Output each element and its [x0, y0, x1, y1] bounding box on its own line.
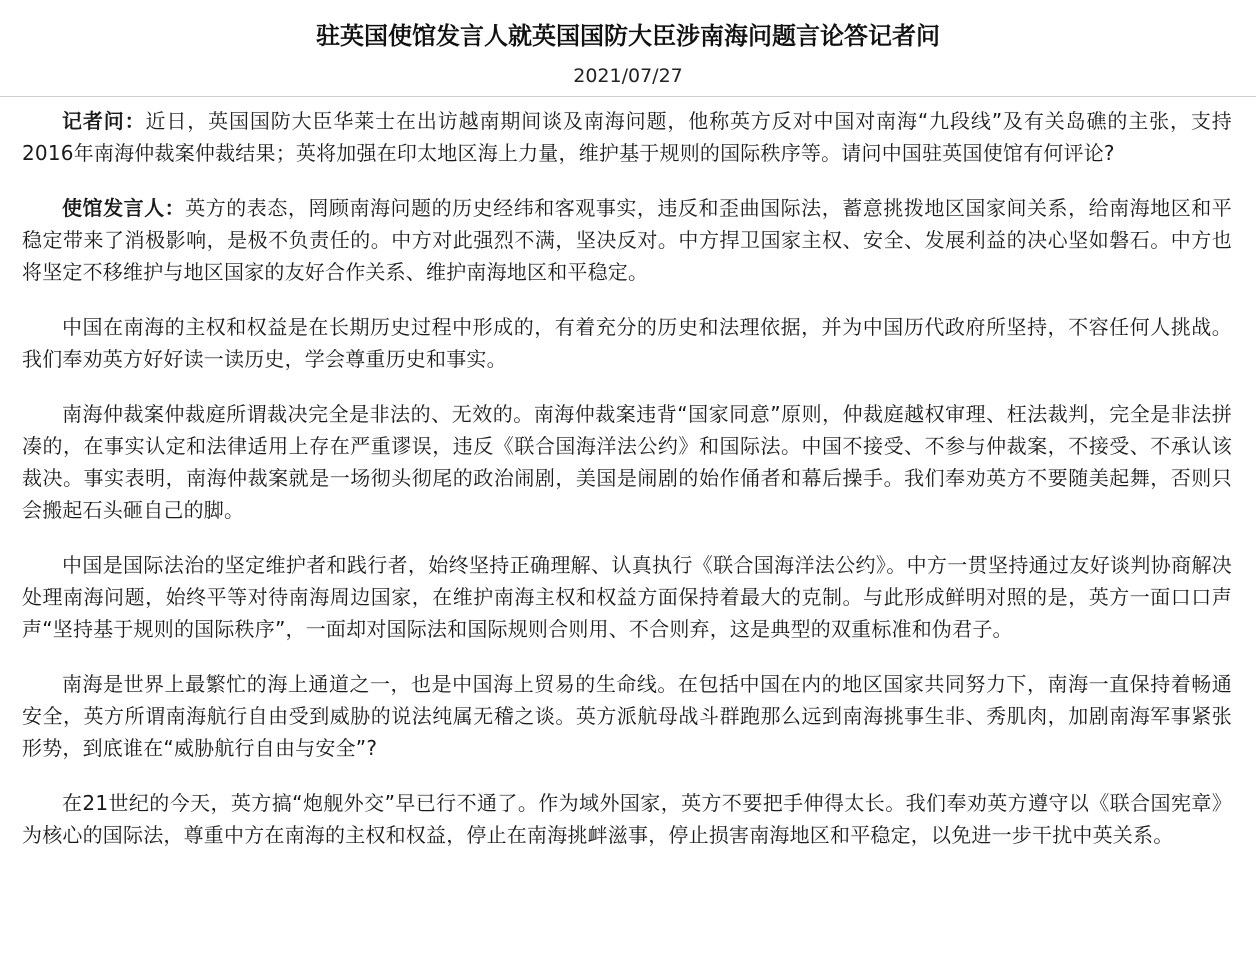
paragraph-sovereignty — [22, 311, 1232, 375]
paragraph-text: 在21世纪的今天，英方搞“炮舰外交”早已行不通了。作为域外国家，英方不要把手伸得太长。我们奉劝英方遵守以《联合国宪章》为核心的国际法，尊重中方在南海的主权和权益，停止在南海挑衅滋事，停止损害南海地区和平稳定，以免进一步干扰中英关系。 — [22, 791, 1232, 847]
article-date: 2021/07/27 — [573, 65, 683, 87]
paragraph-navigation — [22, 668, 1232, 764]
article-title: 驻英国使馆发言人就英国国防大臣涉南海问题言论答记者问 — [316, 22, 940, 50]
paragraph-spokesperson-answer — [22, 192, 1232, 288]
paragraph-reporter-question — [22, 105, 1232, 169]
header-divider — [0, 96, 1256, 97]
paragraph-rule-of-law — [22, 549, 1232, 645]
paragraph-text: 中国是国际法治的坚定维护者和践行者，始终坚持正确理解、认真执行《联合国海洋法公约》。中方一贯坚持通过友好谈判协商解决处理南海问题，始终平等对待南海周边国家，在维护南海主权和权益方面保持着最大的克制。与此形成鲜明对照的是，英方一面口口声声“坚持基于规则的国际秩序”，一面却对国际法和国际规则合则用、不合则弃，这是典型的双重标准和伪君子。 — [22, 553, 1232, 641]
paragraph-text: 中国在南海的主权和权益是在长期历史过程中形成的，有着充分的历史和法理依据，并为中国历代政府所坚持，不容任何人挑战。我们奉劝英方好好读一读历史，学会尊重历史和事实。 — [22, 315, 1232, 371]
paragraph-arbitration — [22, 398, 1232, 526]
paragraph-lead-spokesperson: 使馆发言人： — [62, 196, 186, 220]
article-header — [0, 0, 1256, 90]
article-body — [0, 105, 1256, 851]
paragraph-text: 南海是世界上最繁忙的海上通道之一，也是中国海上贸易的生命线。在包括中国在内的地区国家共同努力下，南海一直保持着畅通安全，英方所谓南海航行自由受到威胁的说法纯属无稽之谈。英方派航母战斗群跑那么远到南海挑事生非、秀肌肉，加剧南海军事紧张形势，到底谁在“威胁航行自由与安全”? — [22, 672, 1232, 760]
paragraph-text: 英方的表态，罔顾南海问题的历史经纬和客观事实，违反和歪曲国际法，蓄意挑拨地区国家间关系，给南海地区和平稳定带来了消极影响，是极不负责任的。中方对此强烈不满，坚决反对。中方捍卫国家主权、安全、发展利益的决心坚如磐石。中方也将坚定不移维护与地区国家的友好合作关系、维护南海地区和平稳定。 — [22, 196, 1233, 284]
paragraph-conclusion — [22, 787, 1232, 851]
paragraph-text: 南海仲裁案仲裁庭所谓裁决完全是非法的、无效的。南海仲裁案违背“国家同意”原则，仲裁庭越权审理、枉法裁判，完全是非法拼凑的，在事实认定和法律适用上存在严重谬误，违反《联合国海洋法公约》和国际法。中国不接受、不参与仲裁案，不接受、不承认该裁决。事实表明，南海仲裁案就是一场彻头彻尾的政治闹剧，美国是闹剧的始作俑者和幕后操手。我们奉劝英方不要随美起舞，否则只会搬起石头砸自己的脚。 — [22, 402, 1232, 522]
paragraph-lead-reporter: 记者问： — [62, 109, 146, 133]
paragraph-text: 近日，英国国防大臣华莱士在出访越南期间谈及南海问题，他称英方反对中国对南海“九段线”及有关岛礁的主张，支持2016年南海仲裁案仲裁结果；英将加强在印太地区海上力量，维护基于规则的国际秩序等。请问中国驻英国使馆有何评论? — [22, 109, 1232, 165]
